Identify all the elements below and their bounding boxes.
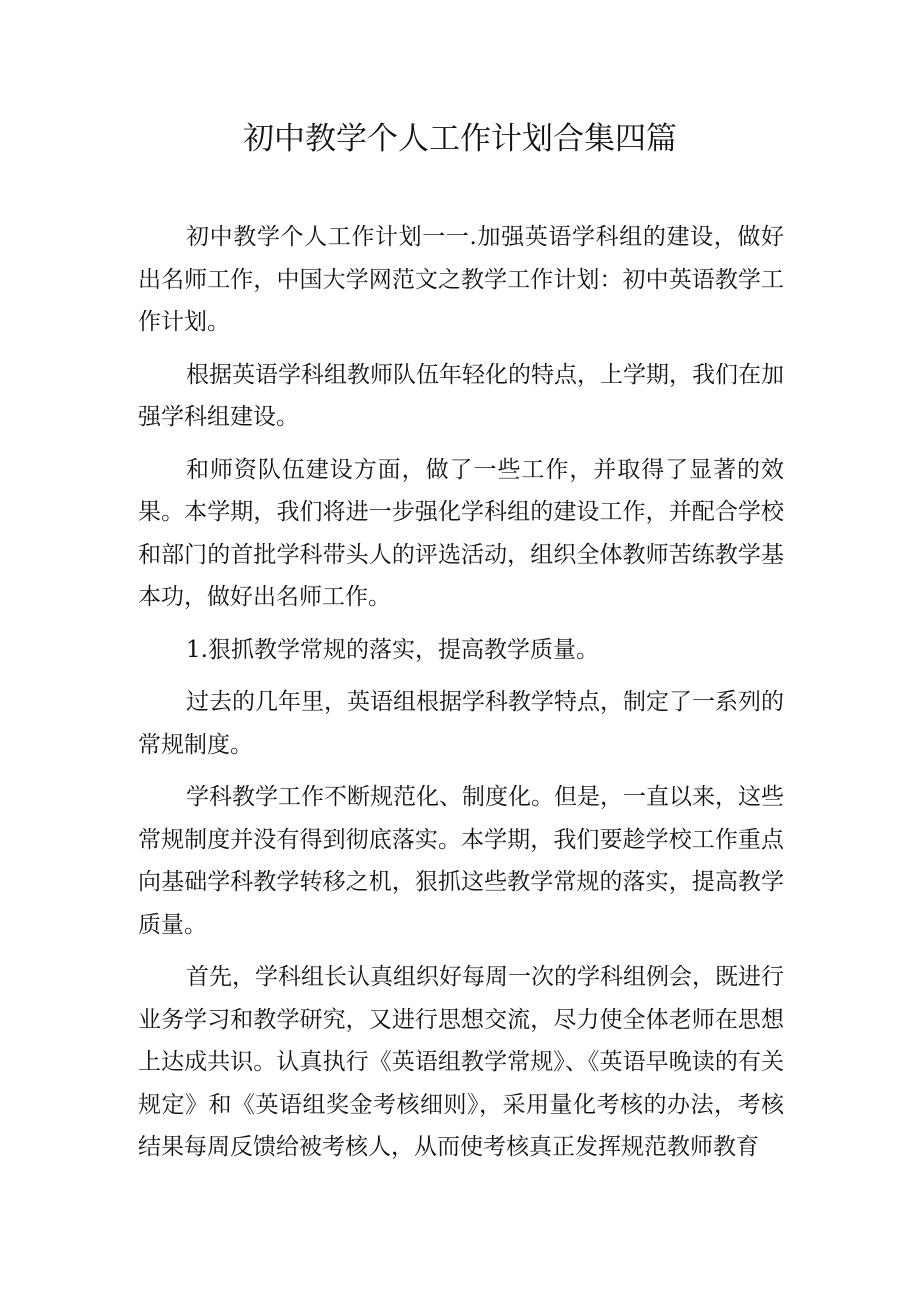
- paragraph-4: 1.狠抓教学常规的落实，提高教学质量。: [186, 636, 599, 663]
- paragraph-7: 首先，学科组长认真组织好每周一次的学科组例会，既进行业务学习和教学研究，又进行思想交流，尽力使全体老师在思想上达成共识。认真执行《英语组教学常规》、《英语早晚读的有关规定》和《英语组奖金考核细则》，采用量化考核的办法，考核结果每周反馈给被考核人，从而使考核真正发挥规范教师教育: [138, 964, 784, 1160]
- paragraph-3: 和师资队伍建设方面，做了一些工作，并取得了显著的效果。本学期，我们将进一步强化学科组的建设工作，并配合学校和部门的首批学科带头人的评选活动，组织全体教师苦练教学基本功，做好出名师工作。: [138, 456, 784, 610]
- document-title: 初中教学个人工作计划合集四篇: [243, 121, 677, 157]
- paragraph-2: 根据英语学科组教师队伍年轻化的特点，上学期，我们在加强学科组建设。: [138, 361, 784, 430]
- document-body: [138, 216, 784, 1179]
- paragraph-5: 过去的几年里，英语组根据学科教学特点，制定了一系列的常规制度。: [138, 689, 784, 758]
- paragraph-6: 学科教学工作不断规范化、制度化。但是，一直以来，这些常规制度并没有得到彻底落实。本学期，我们要趁学校工作重点向基础学科教学转移之机，狠抓这些教学常规的落实，提高教学质量。: [138, 784, 784, 938]
- paragraph-1: 初中教学个人工作计划一一.加强英语学科组的建设，做好出名师工作，中国大学网范文之教学工作计划：初中英语教学工作计划。: [138, 224, 784, 335]
